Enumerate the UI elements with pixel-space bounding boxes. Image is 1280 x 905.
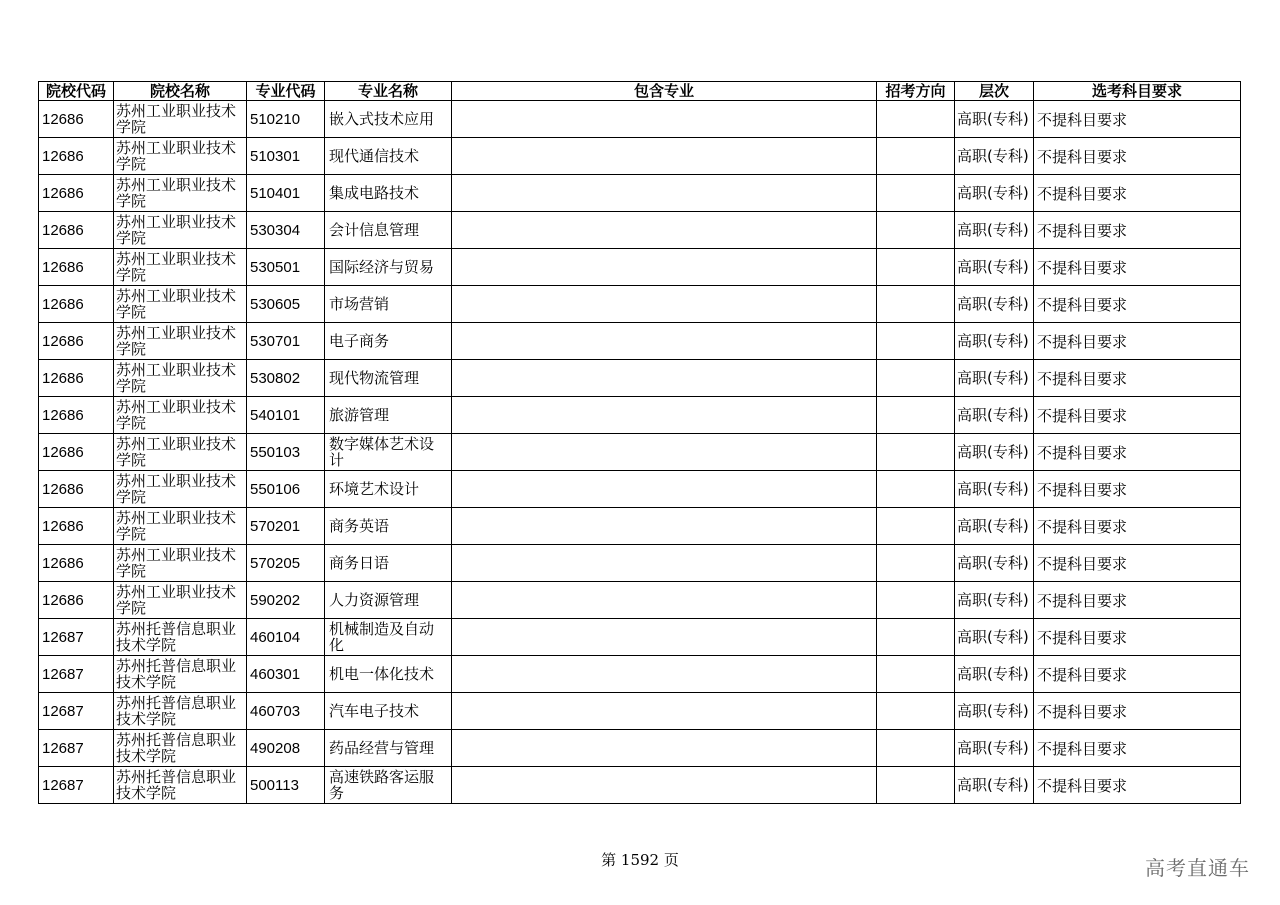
page-number: 第 1592 页	[601, 851, 679, 869]
cell-major-name: 数字媒体艺术设计	[325, 434, 452, 471]
cell-level: 高职(专科)	[955, 175, 1034, 212]
table-row	[39, 508, 1241, 545]
cell-school-code: 12686	[39, 471, 114, 508]
cell-major-name: 国际经济与贸易	[325, 249, 452, 286]
cell-school-name: 苏州工业职业技术学院	[114, 101, 247, 138]
cell-level: 高职(专科)	[955, 101, 1034, 138]
cell-major-code: 500113	[247, 767, 325, 804]
cell-major-code: 550103	[247, 434, 325, 471]
table-row	[39, 101, 1241, 138]
cell-level: 高职(专科)	[955, 360, 1034, 397]
cell-major-code: 490208	[247, 730, 325, 767]
cell-level: 高职(专科)	[955, 730, 1034, 767]
cell-school-code: 12686	[39, 101, 114, 138]
cell-included-majors	[452, 397, 877, 434]
cell-major-name: 电子商务	[325, 323, 452, 360]
cell-included-majors	[452, 286, 877, 323]
table-row	[39, 175, 1241, 212]
cell-subject-requirement: 不提科目要求	[1034, 693, 1241, 730]
cell-major-code: 460301	[247, 656, 325, 693]
cell-school-name: 苏州托普信息职业技术学院	[114, 767, 247, 804]
cell-school-name: 苏州工业职业技术学院	[114, 545, 247, 582]
cell-school-name: 苏州工业职业技术学院	[114, 360, 247, 397]
cell-subject-requirement: 不提科目要求	[1034, 656, 1241, 693]
cell-major-name: 药品经营与管理	[325, 730, 452, 767]
cell-major-name: 商务英语	[325, 508, 452, 545]
header-major-code: 专业代码	[247, 82, 325, 101]
cell-subject-requirement: 不提科目要求	[1034, 619, 1241, 656]
table-row	[39, 434, 1241, 471]
cell-subject-requirement: 不提科目要求	[1034, 767, 1241, 804]
cell-included-majors	[452, 471, 877, 508]
table-row	[39, 582, 1241, 619]
cell-subject-requirement: 不提科目要求	[1034, 101, 1241, 138]
cell-school-code: 12686	[39, 397, 114, 434]
cell-direction	[877, 323, 955, 360]
cell-direction	[877, 545, 955, 582]
table-row	[39, 249, 1241, 286]
cell-included-majors	[452, 582, 877, 619]
cell-direction	[877, 730, 955, 767]
cell-subject-requirement: 不提科目要求	[1034, 212, 1241, 249]
cell-level: 高职(专科)	[955, 656, 1034, 693]
cell-major-name: 环境艺术设计	[325, 471, 452, 508]
cell-school-code: 12686	[39, 175, 114, 212]
cell-school-code: 12686	[39, 212, 114, 249]
table-header	[39, 82, 1241, 101]
table-row	[39, 471, 1241, 508]
cell-major-code: 540101	[247, 397, 325, 434]
cell-subject-requirement: 不提科目要求	[1034, 545, 1241, 582]
cell-level: 高职(专科)	[955, 545, 1034, 582]
cell-major-code: 530701	[247, 323, 325, 360]
cell-direction	[877, 175, 955, 212]
cell-direction	[877, 508, 955, 545]
cell-major-code: 510210	[247, 101, 325, 138]
cell-school-name: 苏州工业职业技术学院	[114, 434, 247, 471]
cell-subject-requirement: 不提科目要求	[1034, 286, 1241, 323]
table-row	[39, 730, 1241, 767]
cell-school-name: 苏州工业职业技术学院	[114, 175, 247, 212]
cell-school-name: 苏州工业职业技术学院	[114, 249, 247, 286]
table-row	[39, 138, 1241, 175]
cell-school-name: 苏州工业职业技术学院	[114, 286, 247, 323]
table-row	[39, 619, 1241, 656]
table-body	[39, 101, 1241, 804]
table-row	[39, 286, 1241, 323]
cell-direction	[877, 397, 955, 434]
cell-school-code: 12687	[39, 730, 114, 767]
cell-major-code: 530304	[247, 212, 325, 249]
header-school-code: 院校代码	[39, 82, 114, 101]
cell-included-majors	[452, 101, 877, 138]
cell-school-code: 12686	[39, 286, 114, 323]
table-row	[39, 212, 1241, 249]
cell-direction	[877, 249, 955, 286]
cell-included-majors	[452, 730, 877, 767]
cell-included-majors	[452, 323, 877, 360]
cell-level: 高职(专科)	[955, 212, 1034, 249]
cell-major-name: 会计信息管理	[325, 212, 452, 249]
table-row	[39, 767, 1241, 804]
cell-school-name: 苏州托普信息职业技术学院	[114, 693, 247, 730]
cell-major-code: 460703	[247, 693, 325, 730]
cell-subject-requirement: 不提科目要求	[1034, 508, 1241, 545]
cell-major-code: 530501	[247, 249, 325, 286]
cell-direction	[877, 471, 955, 508]
cell-direction	[877, 656, 955, 693]
cell-school-code: 12687	[39, 693, 114, 730]
cell-major-code: 510401	[247, 175, 325, 212]
cell-direction	[877, 619, 955, 656]
cell-level: 高职(专科)	[955, 767, 1034, 804]
cell-subject-requirement: 不提科目要求	[1034, 360, 1241, 397]
cell-school-name: 苏州工业职业技术学院	[114, 471, 247, 508]
cell-major-name: 高速铁路客运服务	[325, 767, 452, 804]
admissions-table	[38, 81, 1241, 804]
cell-school-name: 苏州工业职业技术学院	[114, 508, 247, 545]
cell-major-name: 嵌入式技术应用	[325, 101, 452, 138]
cell-included-majors	[452, 138, 877, 175]
cell-included-majors	[452, 434, 877, 471]
cell-included-majors	[452, 212, 877, 249]
cell-included-majors	[452, 693, 877, 730]
cell-major-name: 现代物流管理	[325, 360, 452, 397]
cell-subject-requirement: 不提科目要求	[1034, 730, 1241, 767]
header-school-name: 院校名称	[114, 82, 247, 101]
cell-included-majors	[452, 619, 877, 656]
table-row	[39, 397, 1241, 434]
cell-school-name: 苏州工业职业技术学院	[114, 323, 247, 360]
cell-major-code: 510301	[247, 138, 325, 175]
cell-major-code: 590202	[247, 582, 325, 619]
cell-major-name: 旅游管理	[325, 397, 452, 434]
table-row	[39, 656, 1241, 693]
cell-school-name: 苏州工业职业技术学院	[114, 212, 247, 249]
cell-level: 高职(专科)	[955, 434, 1034, 471]
cell-included-majors	[452, 767, 877, 804]
cell-level: 高职(专科)	[955, 397, 1034, 434]
table-row	[39, 323, 1241, 360]
cell-subject-requirement: 不提科目要求	[1034, 434, 1241, 471]
cell-school-name: 苏州托普信息职业技术学院	[114, 619, 247, 656]
cell-school-code: 12687	[39, 767, 114, 804]
cell-major-name: 集成电路技术	[325, 175, 452, 212]
header-direction: 招考方向	[877, 82, 955, 101]
cell-subject-requirement: 不提科目要求	[1034, 249, 1241, 286]
cell-school-name: 苏州工业职业技术学院	[114, 397, 247, 434]
cell-level: 高职(专科)	[955, 508, 1034, 545]
cell-level: 高职(专科)	[955, 249, 1034, 286]
cell-school-code: 12687	[39, 656, 114, 693]
table-row	[39, 545, 1241, 582]
cell-subject-requirement: 不提科目要求	[1034, 471, 1241, 508]
cell-school-name: 苏州工业职业技术学院	[114, 138, 247, 175]
cell-school-code: 12686	[39, 545, 114, 582]
cell-level: 高职(专科)	[955, 619, 1034, 656]
cell-school-code: 12686	[39, 138, 114, 175]
cell-school-code: 12687	[39, 619, 114, 656]
cell-major-name: 现代通信技术	[325, 138, 452, 175]
cell-level: 高职(专科)	[955, 323, 1034, 360]
cell-school-name: 苏州工业职业技术学院	[114, 582, 247, 619]
cell-major-code: 570205	[247, 545, 325, 582]
cell-level: 高职(专科)	[955, 582, 1034, 619]
cell-included-majors	[452, 360, 877, 397]
cell-major-code: 550106	[247, 471, 325, 508]
cell-school-code: 12686	[39, 249, 114, 286]
cell-school-code: 12686	[39, 508, 114, 545]
cell-direction	[877, 693, 955, 730]
cell-school-code: 12686	[39, 582, 114, 619]
cell-direction	[877, 767, 955, 804]
header-row	[39, 82, 1241, 101]
cell-major-code: 530605	[247, 286, 325, 323]
table-row	[39, 360, 1241, 397]
cell-level: 高职(专科)	[955, 286, 1034, 323]
cell-included-majors	[452, 175, 877, 212]
cell-major-code: 570201	[247, 508, 325, 545]
cell-level: 高职(专科)	[955, 693, 1034, 730]
cell-included-majors	[452, 249, 877, 286]
cell-direction	[877, 434, 955, 471]
cell-major-name: 汽车电子技术	[325, 693, 452, 730]
cell-level: 高职(专科)	[955, 138, 1034, 175]
cell-included-majors	[452, 545, 877, 582]
table-row	[39, 693, 1241, 730]
cell-direction	[877, 582, 955, 619]
cell-included-majors	[452, 508, 877, 545]
header-level: 层次	[955, 82, 1034, 101]
cell-subject-requirement: 不提科目要求	[1034, 138, 1241, 175]
cell-major-code: 460104	[247, 619, 325, 656]
cell-direction	[877, 360, 955, 397]
cell-direction	[877, 212, 955, 249]
cell-direction	[877, 286, 955, 323]
cell-subject-requirement: 不提科目要求	[1034, 175, 1241, 212]
cell-subject-requirement: 不提科目要求	[1034, 582, 1241, 619]
cell-level: 高职(专科)	[955, 471, 1034, 508]
cell-major-name: 市场营销	[325, 286, 452, 323]
watermark-text: 高考直通车	[1145, 856, 1250, 880]
header-subject-requirement: 选考科目要求	[1034, 82, 1241, 101]
cell-major-name: 商务日语	[325, 545, 452, 582]
cell-school-code: 12686	[39, 434, 114, 471]
cell-school-code: 12686	[39, 360, 114, 397]
cell-subject-requirement: 不提科目要求	[1034, 397, 1241, 434]
cell-major-name: 机械制造及自动化	[325, 619, 452, 656]
cell-major-code: 530802	[247, 360, 325, 397]
cell-major-name: 人力资源管理	[325, 582, 452, 619]
header-included-majors: 包含专业	[452, 82, 877, 101]
cell-direction	[877, 101, 955, 138]
cell-school-code: 12686	[39, 323, 114, 360]
cell-direction	[877, 138, 955, 175]
cell-school-name: 苏州托普信息职业技术学院	[114, 656, 247, 693]
cell-major-name: 机电一体化技术	[325, 656, 452, 693]
cell-included-majors	[452, 656, 877, 693]
cell-school-name: 苏州托普信息职业技术学院	[114, 730, 247, 767]
header-major-name: 专业名称	[325, 82, 452, 101]
cell-subject-requirement: 不提科目要求	[1034, 323, 1241, 360]
